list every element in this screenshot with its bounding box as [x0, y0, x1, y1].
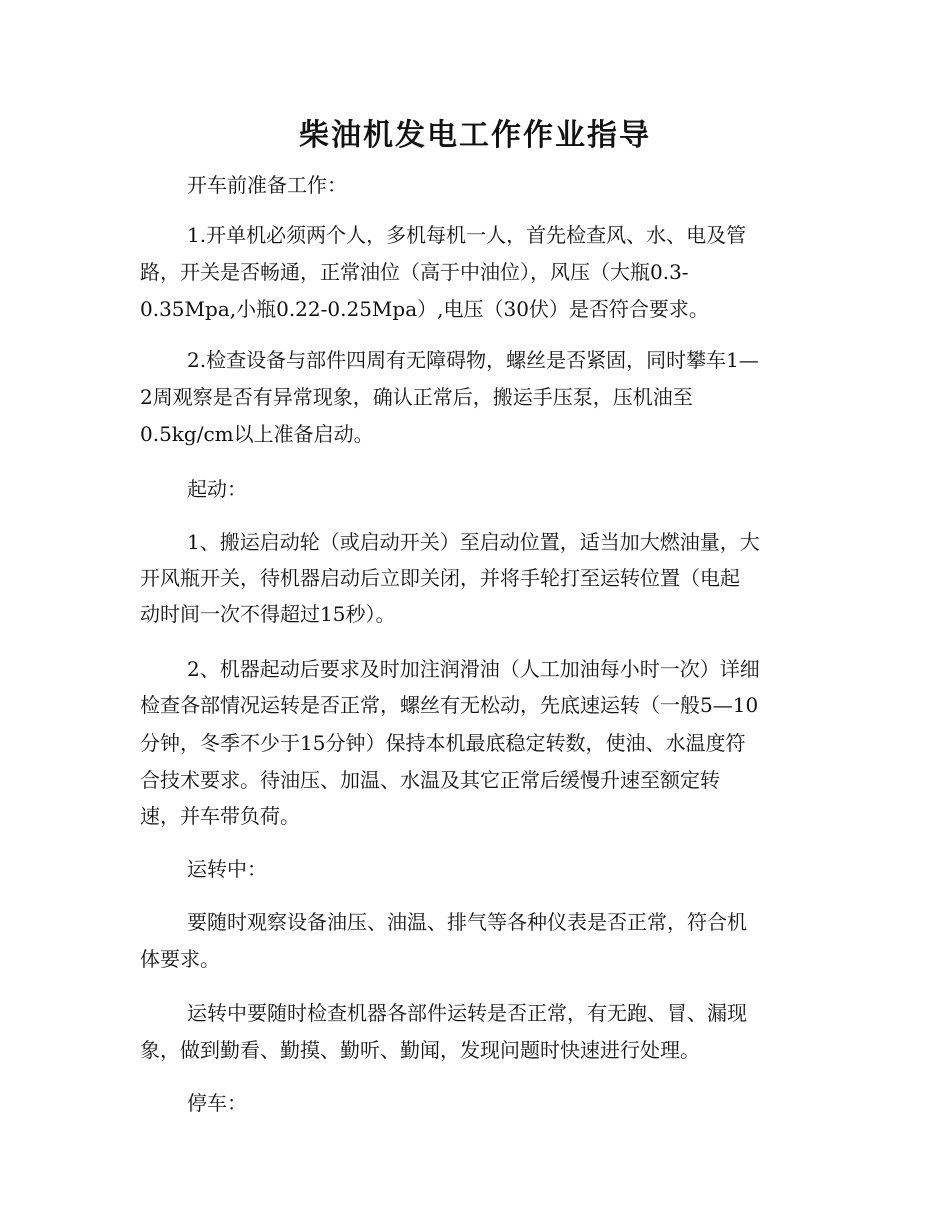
paragraph-line: 运转中要随时检查机器各部件运转是否正常，有无跑、冒、漏现 [187, 1001, 747, 1025]
paragraph-line: 0.5kg/cm以上准备启动。 [140, 422, 374, 446]
paragraph-line: 1、搬运启动轮（或启动开关）至启动位置，适当加大燃油量，大 [187, 530, 760, 554]
paragraph-line: 开风瓶开关，待机器启动后立即关闭，并将手轮打至运转位置（电起 [140, 566, 740, 590]
section-heading-running: 运转中： [187, 857, 267, 881]
paragraph-line: 速，并车带负荷。 [140, 804, 300, 828]
paragraph-line: 2周观察是否有异常现象，确认正常后，搬运手压泵，压机油至 [140, 385, 693, 409]
paragraph-line: 分钟，冬季不少于15分钟）保持本机最底稳定转数，使油、水温度符 [140, 731, 746, 755]
paragraph-line: 合技术要求。待油压、加温、水温及其它正常后缓慢升速至额定转 [140, 768, 720, 792]
paragraph-line: 象，做到勤看、勤摸、勤听、勤闻，发现问题时快速进行处理。 [140, 1038, 700, 1062]
paragraph-line: 1.开单机必须两个人，多机每机一人，首先检查风、水、电及管 [187, 223, 747, 247]
paragraph-line: 路，开关是否畅通，正常油位（高于中油位），风压（大瓶0.3- [140, 260, 689, 284]
paragraph-line: 0.35Mpa,小瓶0.22-0.25Mpa）,电压（30伏）是否符合要求。 [140, 297, 709, 321]
section-heading-start: 起动： [187, 477, 247, 501]
paragraph-line: 2.检查设备与部件四周有无障碍物，螺丝是否紧固，同时攀车1— [187, 348, 759, 372]
document-title: 柴油机发电工作作业指导 [299, 118, 651, 153]
paragraph-line: 动时间一次不得超过15秒）。 [140, 602, 396, 626]
section-heading-prestart: 开车前准备工作： [187, 173, 347, 197]
paragraph-line: 检查各部情况运转是否正常，螺丝有无松动，先底速运转（一般5—10 [140, 693, 759, 717]
paragraph-line: 体要求。 [140, 947, 220, 971]
paragraph-line: 2、机器起动后要求及时加注润滑油（人工加油每小时一次）详细 [187, 657, 760, 681]
paragraph-line: 要随时观察设备油压、油温、排气等各种仪表是否正常，符合机 [187, 910, 747, 934]
section-heading-stop: 停车： [187, 1091, 247, 1115]
